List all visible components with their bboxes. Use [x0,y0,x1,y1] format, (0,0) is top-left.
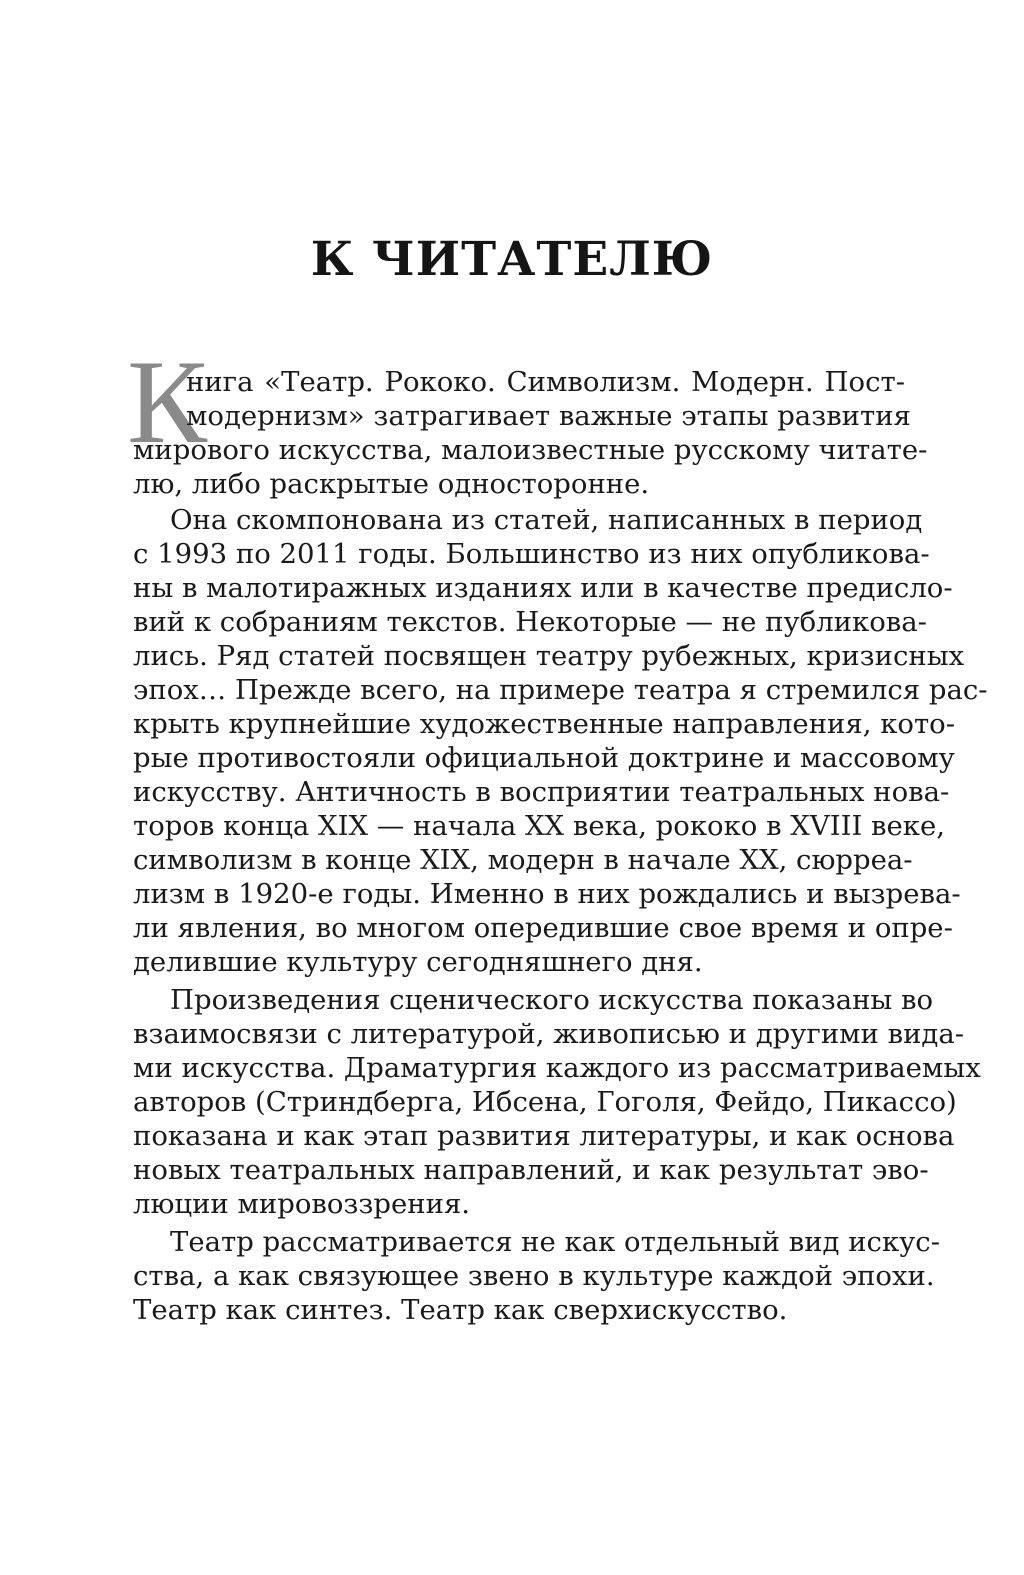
text-line: рые противостояли официальной доктрине и массовому [133,742,955,774]
text-line: торов конца XIX — начала XX века, рококо в XVIII веке, [133,810,946,842]
text-line: лись. Ряд статей посвящен театру рубежных, кризисных [133,640,965,672]
text-line: вий к собраниям текстов. Некоторые — не публикова- [133,606,927,638]
text-line: мирового искусства, малоизвестные русскому читате- [133,434,928,466]
text-line: авторов (Стриндберга, Ибсена, Гоголя, Фейдо, Пикассо) [133,1086,957,1118]
text-line: делившие культуру сегодняшнего дня. [133,946,703,978]
text-line: новых театральных направлений, и как результат эво- [133,1154,929,1186]
text-line: с 1993 по 2011 годы. Большинство из них опубликова- [133,538,930,570]
text-line: символизм в конце XIX, модерн в начале XX, сюрреа- [133,844,913,876]
text-line: ны в малотиражных изданиях или в качестве предисло- [133,572,953,604]
text-line: Театр как синтез. Театр как сверхискусство. [133,1294,788,1326]
text-line: лизм в 1920-е годы. Именно в них рождались и вызрева- [133,878,961,910]
page-title: К ЧИТАТЕЛЮ [310,232,714,287]
text-line: люции мировоззрения. [133,1188,471,1220]
drop-cap: К [127,335,208,468]
text-line: ми искусства. Драматургия каждого из рассматриваемых [133,1052,981,1084]
text-line: взаимосвязи с литературой, живописью и другими вида- [133,1018,965,1050]
text-line: лю, либо раскрытые односторонне. [133,468,650,500]
text-line: Произведения сценического искусства показаны во [170,984,934,1016]
text-line: нига «Театр. Рококо. Символизм. Модерн. Пост- [186,366,905,398]
text-line: крыть крупнейшие художественные направления, кото- [133,708,956,740]
text-line: Театр рассматривается не как отдельный вид искус- [170,1226,940,1258]
text-line: Она скомпонована из статей, написанных в период [170,504,923,536]
text-line: эпох… Прежде всего, на примере театра я стремился рас- [133,674,988,706]
text-line: модернизм» затрагивает важные этапы развития [186,400,911,432]
text-line: ства, а как связующее звено в культуре каждой эпохи. [133,1260,935,1292]
text-line: показана и как этап развития литературы, и как основа [133,1120,955,1152]
text-line: ли явления, во многом опередившие свое время и опре- [133,912,953,944]
text-line: искусству. Античность в восприятии театральных нова- [133,776,950,808]
